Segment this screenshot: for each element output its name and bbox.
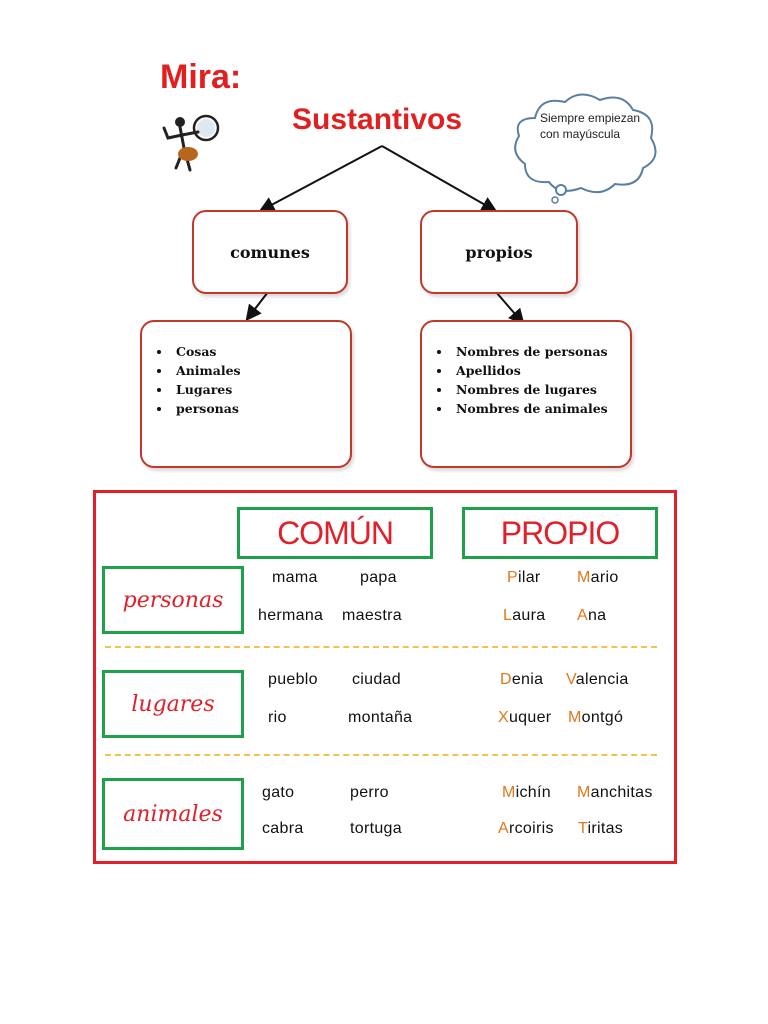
common-header <box>237 507 433 559</box>
page-title: Sustantivos <box>292 103 463 136</box>
list-item: • Nombres de personas <box>452 342 630 361</box>
list-item: • Nombres de lugares <box>452 380 630 399</box>
propios-list <box>422 322 630 418</box>
common-word: papa <box>360 569 397 586</box>
initial-letter: D <box>500 671 512 688</box>
proper-header-label: PROPIO <box>500 514 620 551</box>
common-word: mama <box>272 569 318 586</box>
common-word: montaña <box>348 709 413 726</box>
word-rest: na <box>587 607 607 624</box>
common-word: pueblo <box>268 671 318 688</box>
word-rest: alencia <box>575 671 629 688</box>
comunes-list <box>142 322 350 418</box>
word-rest: ontgó <box>581 709 624 726</box>
initial-letter: X <box>498 709 509 726</box>
mira-heading: Mira: <box>160 58 242 96</box>
word-rest: rcoiris <box>508 820 554 837</box>
comunes-list-box <box>140 320 352 468</box>
common-word: tortuga <box>350 820 402 837</box>
list-item: • Lugares <box>172 380 350 399</box>
common-word: gato <box>262 784 295 801</box>
initial-letter: A <box>577 607 588 624</box>
initial-letter: V <box>566 671 576 688</box>
word-rest: uquer <box>508 709 552 726</box>
comunes-label: comunes <box>230 242 310 262</box>
proper-word <box>507 569 541 587</box>
common-word: maestra <box>342 607 402 624</box>
proper-word <box>577 607 606 625</box>
initial-letter: A <box>498 820 509 837</box>
proper-word <box>566 671 629 689</box>
proper-word <box>578 820 623 838</box>
common-word: cabra <box>262 820 304 837</box>
list-item: • Nombres de animales <box>452 399 630 418</box>
proper-word <box>577 784 653 802</box>
initial-letter: M <box>568 709 582 726</box>
word-rest: enia <box>511 671 544 688</box>
common-header-label: COMÚN <box>277 514 393 551</box>
initial-letter: M <box>577 784 591 801</box>
propios-box <box>420 210 578 294</box>
proper-word <box>498 820 554 838</box>
row-label-text: animales <box>123 801 223 827</box>
proper-word <box>500 671 543 689</box>
proper-word <box>502 784 551 802</box>
list-item: • Animales <box>172 361 350 380</box>
list-item: • Apellidos <box>452 361 630 380</box>
common-word: rio <box>268 709 287 726</box>
row-label-animales <box>102 778 244 850</box>
word-rest: anchitas <box>590 784 653 801</box>
initial-letter: M <box>577 569 591 586</box>
common-word: perro <box>350 784 389 801</box>
row-label-personas <box>102 566 244 634</box>
proper-word <box>498 709 551 727</box>
proper-word <box>503 607 545 625</box>
row-label-text: lugares <box>131 691 215 717</box>
word-rest: ario <box>590 569 619 586</box>
diagram-arrows <box>0 0 768 340</box>
common-word: ciudad <box>352 671 401 688</box>
word-rest: ichín <box>515 784 551 801</box>
cloud-note: Siempre empiezan con mayúscula <box>540 111 641 141</box>
row-divider <box>105 754 657 756</box>
common-word: hermana <box>258 607 324 624</box>
initial-letter: L <box>503 607 513 624</box>
list-item: • personas <box>172 399 350 418</box>
propios-label: propios <box>465 242 533 262</box>
row-divider <box>105 646 657 648</box>
initial-letter: P <box>507 569 518 586</box>
comunes-box <box>192 210 348 294</box>
row-label-text: personas <box>122 587 224 613</box>
proper-word <box>577 569 619 587</box>
proper-header <box>462 507 658 559</box>
propios-list-box <box>420 320 632 468</box>
row-label-lugares <box>102 670 244 738</box>
list-item: • Cosas <box>172 342 350 361</box>
word-rest: aura <box>512 607 546 624</box>
initial-letter: T <box>578 820 588 837</box>
word-rest: ilar <box>517 569 541 586</box>
proper-word <box>568 709 623 727</box>
initial-letter: M <box>502 784 516 801</box>
word-rest: iritas <box>587 820 624 837</box>
